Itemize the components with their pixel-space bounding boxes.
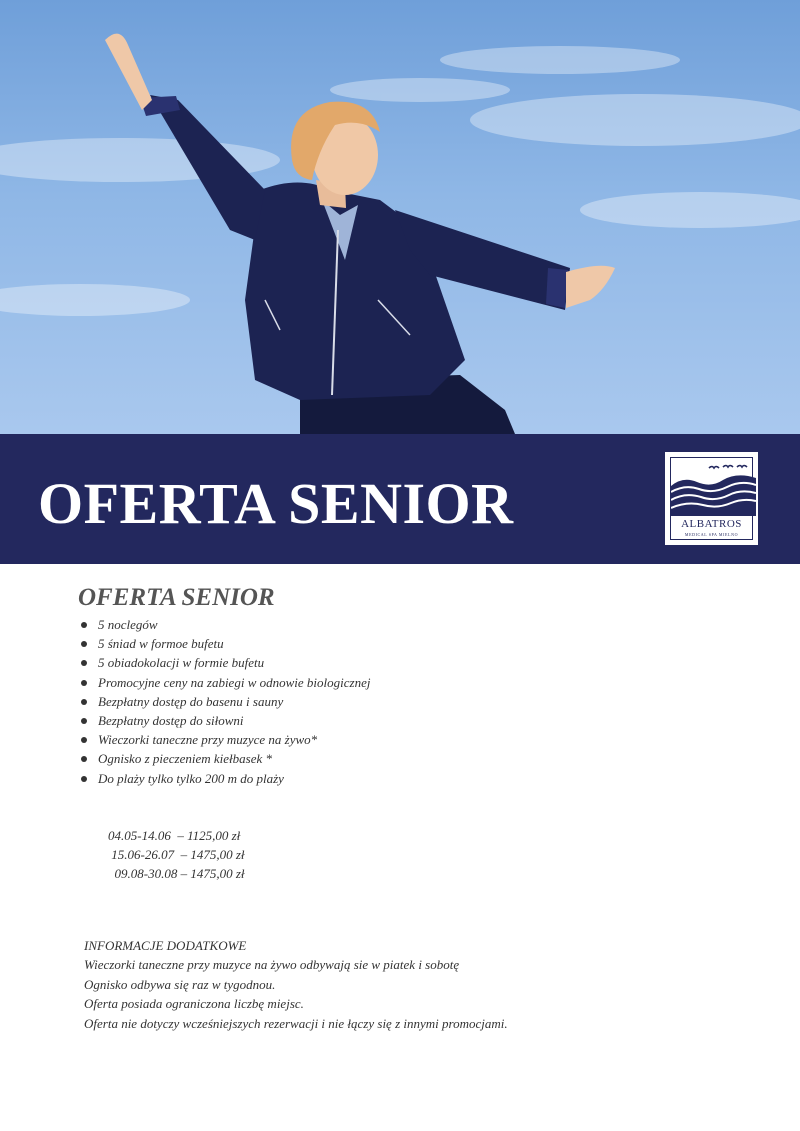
price-item: 15.06-26.07 – 1475,00 zł bbox=[108, 847, 245, 863]
price-list bbox=[108, 826, 245, 884]
banner-title: OFERTA SENIOR bbox=[38, 471, 514, 536]
feature-item: Wieczorki taneczne przy muzyce na żywo* bbox=[80, 730, 370, 749]
title-banner bbox=[0, 434, 800, 564]
info-line: Oferta posiada ograniczona liczbę miejsc. bbox=[84, 996, 304, 1012]
price-item: 04.05-14.06 – 1125,00 zł bbox=[108, 828, 241, 843]
feature-item: Bezpłatny dostęp do siłowni bbox=[80, 711, 370, 730]
logo-name: ALBATROS bbox=[681, 518, 742, 530]
features-list bbox=[80, 615, 370, 788]
albatros-logo-frame bbox=[670, 457, 753, 540]
info-heading: INFORMACJE DODATKOWE bbox=[84, 938, 247, 953]
info-line: Ognisko odbywa się raz w tygodnou. bbox=[84, 976, 276, 992]
price-item: 09.08-30.08 – 1475,00 zł bbox=[108, 866, 245, 882]
info-line: Wieczorki taneczne przy muzyce na żywo odbywają sie w piatek i sobotę bbox=[84, 957, 460, 973]
feature-item: Promocyjne ceny na zabiegi w odnowie biologicznej bbox=[80, 673, 370, 692]
albatros-logo bbox=[665, 452, 758, 545]
info-line: Oferta nie dotyczy wcześniejszych rezerwacji i nie łączy się z innymi promocjami. bbox=[84, 1015, 508, 1031]
additional-info bbox=[84, 936, 508, 1033]
logo-subtitle: MEDICAL SPA MIELNO bbox=[684, 532, 739, 537]
feature-item: Do plaży tylko tylko 200 m do plaży bbox=[80, 769, 370, 788]
feature-item: 5 śniad w formoe bufetu bbox=[80, 634, 370, 653]
feature-item: Ognisko z pieczeniem kiełbasek * bbox=[80, 749, 370, 768]
feature-item: 5 obiadokolacji w formie bufetu bbox=[80, 653, 370, 672]
feature-item: Bezpłatny dostęp do basenu i sauny bbox=[80, 692, 370, 711]
waves-birds-icon bbox=[671, 458, 756, 516]
feature-item: 5 noclegów bbox=[80, 615, 370, 634]
hero-photo bbox=[0, 0, 800, 434]
senior-woman-photo-icon bbox=[0, 0, 800, 434]
offer-title: OFERTA SENIOR bbox=[78, 584, 275, 611]
